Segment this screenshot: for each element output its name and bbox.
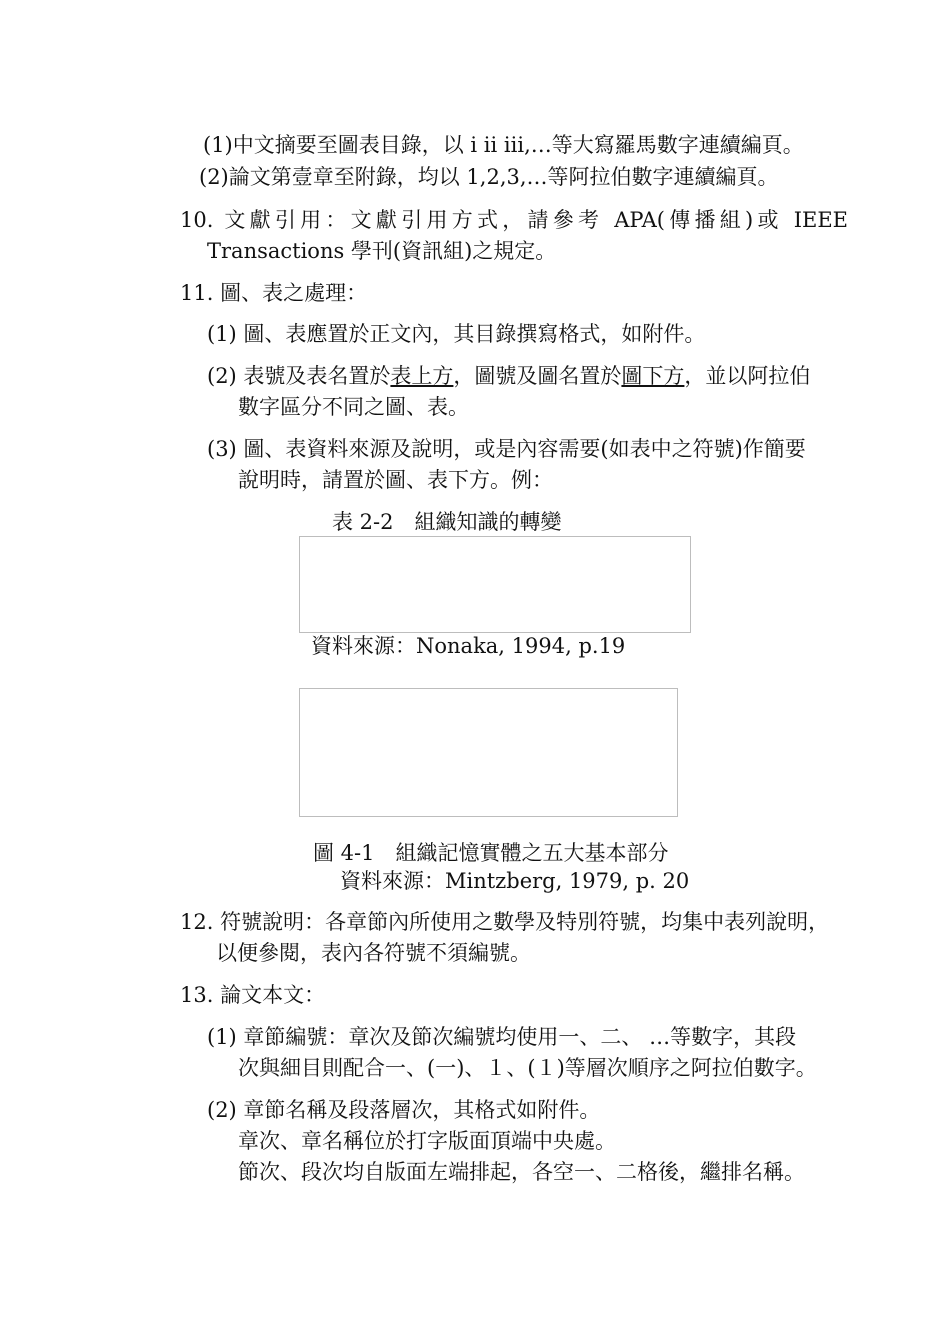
section-13-item-2-line-1: (2) 章節名稱及段落層次，其格式如附件。 xyxy=(207,1098,601,1122)
section-13-item-1-line-1: (1) 章節編號：章次及節次編號均使用一、二、 …等數字，其段 xyxy=(207,1025,797,1049)
item-2-mid: ，圖號及圖名置於 xyxy=(453,364,622,388)
figure-caption: 圖 4-1 組織記憶實體之五大基本部分 xyxy=(313,841,669,865)
section-11-item-3-line-2: 說明時，請置於圖、表下方。例： xyxy=(238,468,553,492)
section-11-item-1: (1) 圖、表應置於正文內，其目錄撰寫格式，如附件。 xyxy=(207,322,706,346)
section-10-line-1: 10. 文獻引用：文獻引用方式，請參考 APA(傳播組)或 IEEE xyxy=(180,208,848,232)
figure-source: 資料來源：Mintzberg, 1979, p. 20 xyxy=(340,869,690,893)
section-13-item-2-line-3: 節次、段次均自版面左端排起，各空一、二格後，繼排名稱。 xyxy=(238,1160,805,1184)
section-11-item-3-line-1: (3) 圖、表資料來源及說明，或是內容需要(如表中之符號)作簡要 xyxy=(207,437,806,461)
section-10-line-2: Transactions 學刊(資訊組)之規定。 xyxy=(207,239,557,263)
table-above-underlined: 表上方 xyxy=(390,364,454,388)
item-2-suffix: ，並以阿拉伯 xyxy=(684,364,811,388)
section-12-line-2: 以便參閱，表內各符號不須編號。 xyxy=(216,941,531,965)
section-11-item-2-line-2: 數字區分不同之圖、表。 xyxy=(238,395,469,419)
section-13-item-2-line-2: 章次、章名稱位於打字版面頂端中央處。 xyxy=(238,1129,616,1153)
paging-item-2: (2)論文第壹章至附錄，均以 1,2,3,…等阿拉伯數字連續編頁。 xyxy=(199,165,779,189)
section-13-heading: 13. 論文本文： xyxy=(180,983,326,1007)
paging-item-1: (1)中文摘要至圖表目錄，以 i ii iii,…等大寫羅馬數字連續編頁。 xyxy=(203,133,804,157)
table-caption: 表 2-2 組織知識的轉變 xyxy=(332,510,562,534)
section-13-item-1-line-2: 次與細目則配合一、(一)、１、(１)等層次順序之阿拉伯數字。 xyxy=(238,1056,817,1080)
figure-placeholder-box xyxy=(299,688,678,817)
table-source: 資料來源：Nonaka, 1994, p.19 xyxy=(311,634,626,658)
section-11-item-2-line-1 xyxy=(207,362,810,390)
figure-below-underlined: 圖下方 xyxy=(621,364,685,388)
table-placeholder-box xyxy=(299,536,691,633)
item-2-prefix: (2) 表號及表名置於 xyxy=(207,364,391,388)
section-12-line-1: 12. 符號說明：各章節內所使用之數學及特別符號，均集中表列說明， xyxy=(180,910,830,934)
section-11-heading: 11. 圖、表之處理： xyxy=(180,281,368,305)
